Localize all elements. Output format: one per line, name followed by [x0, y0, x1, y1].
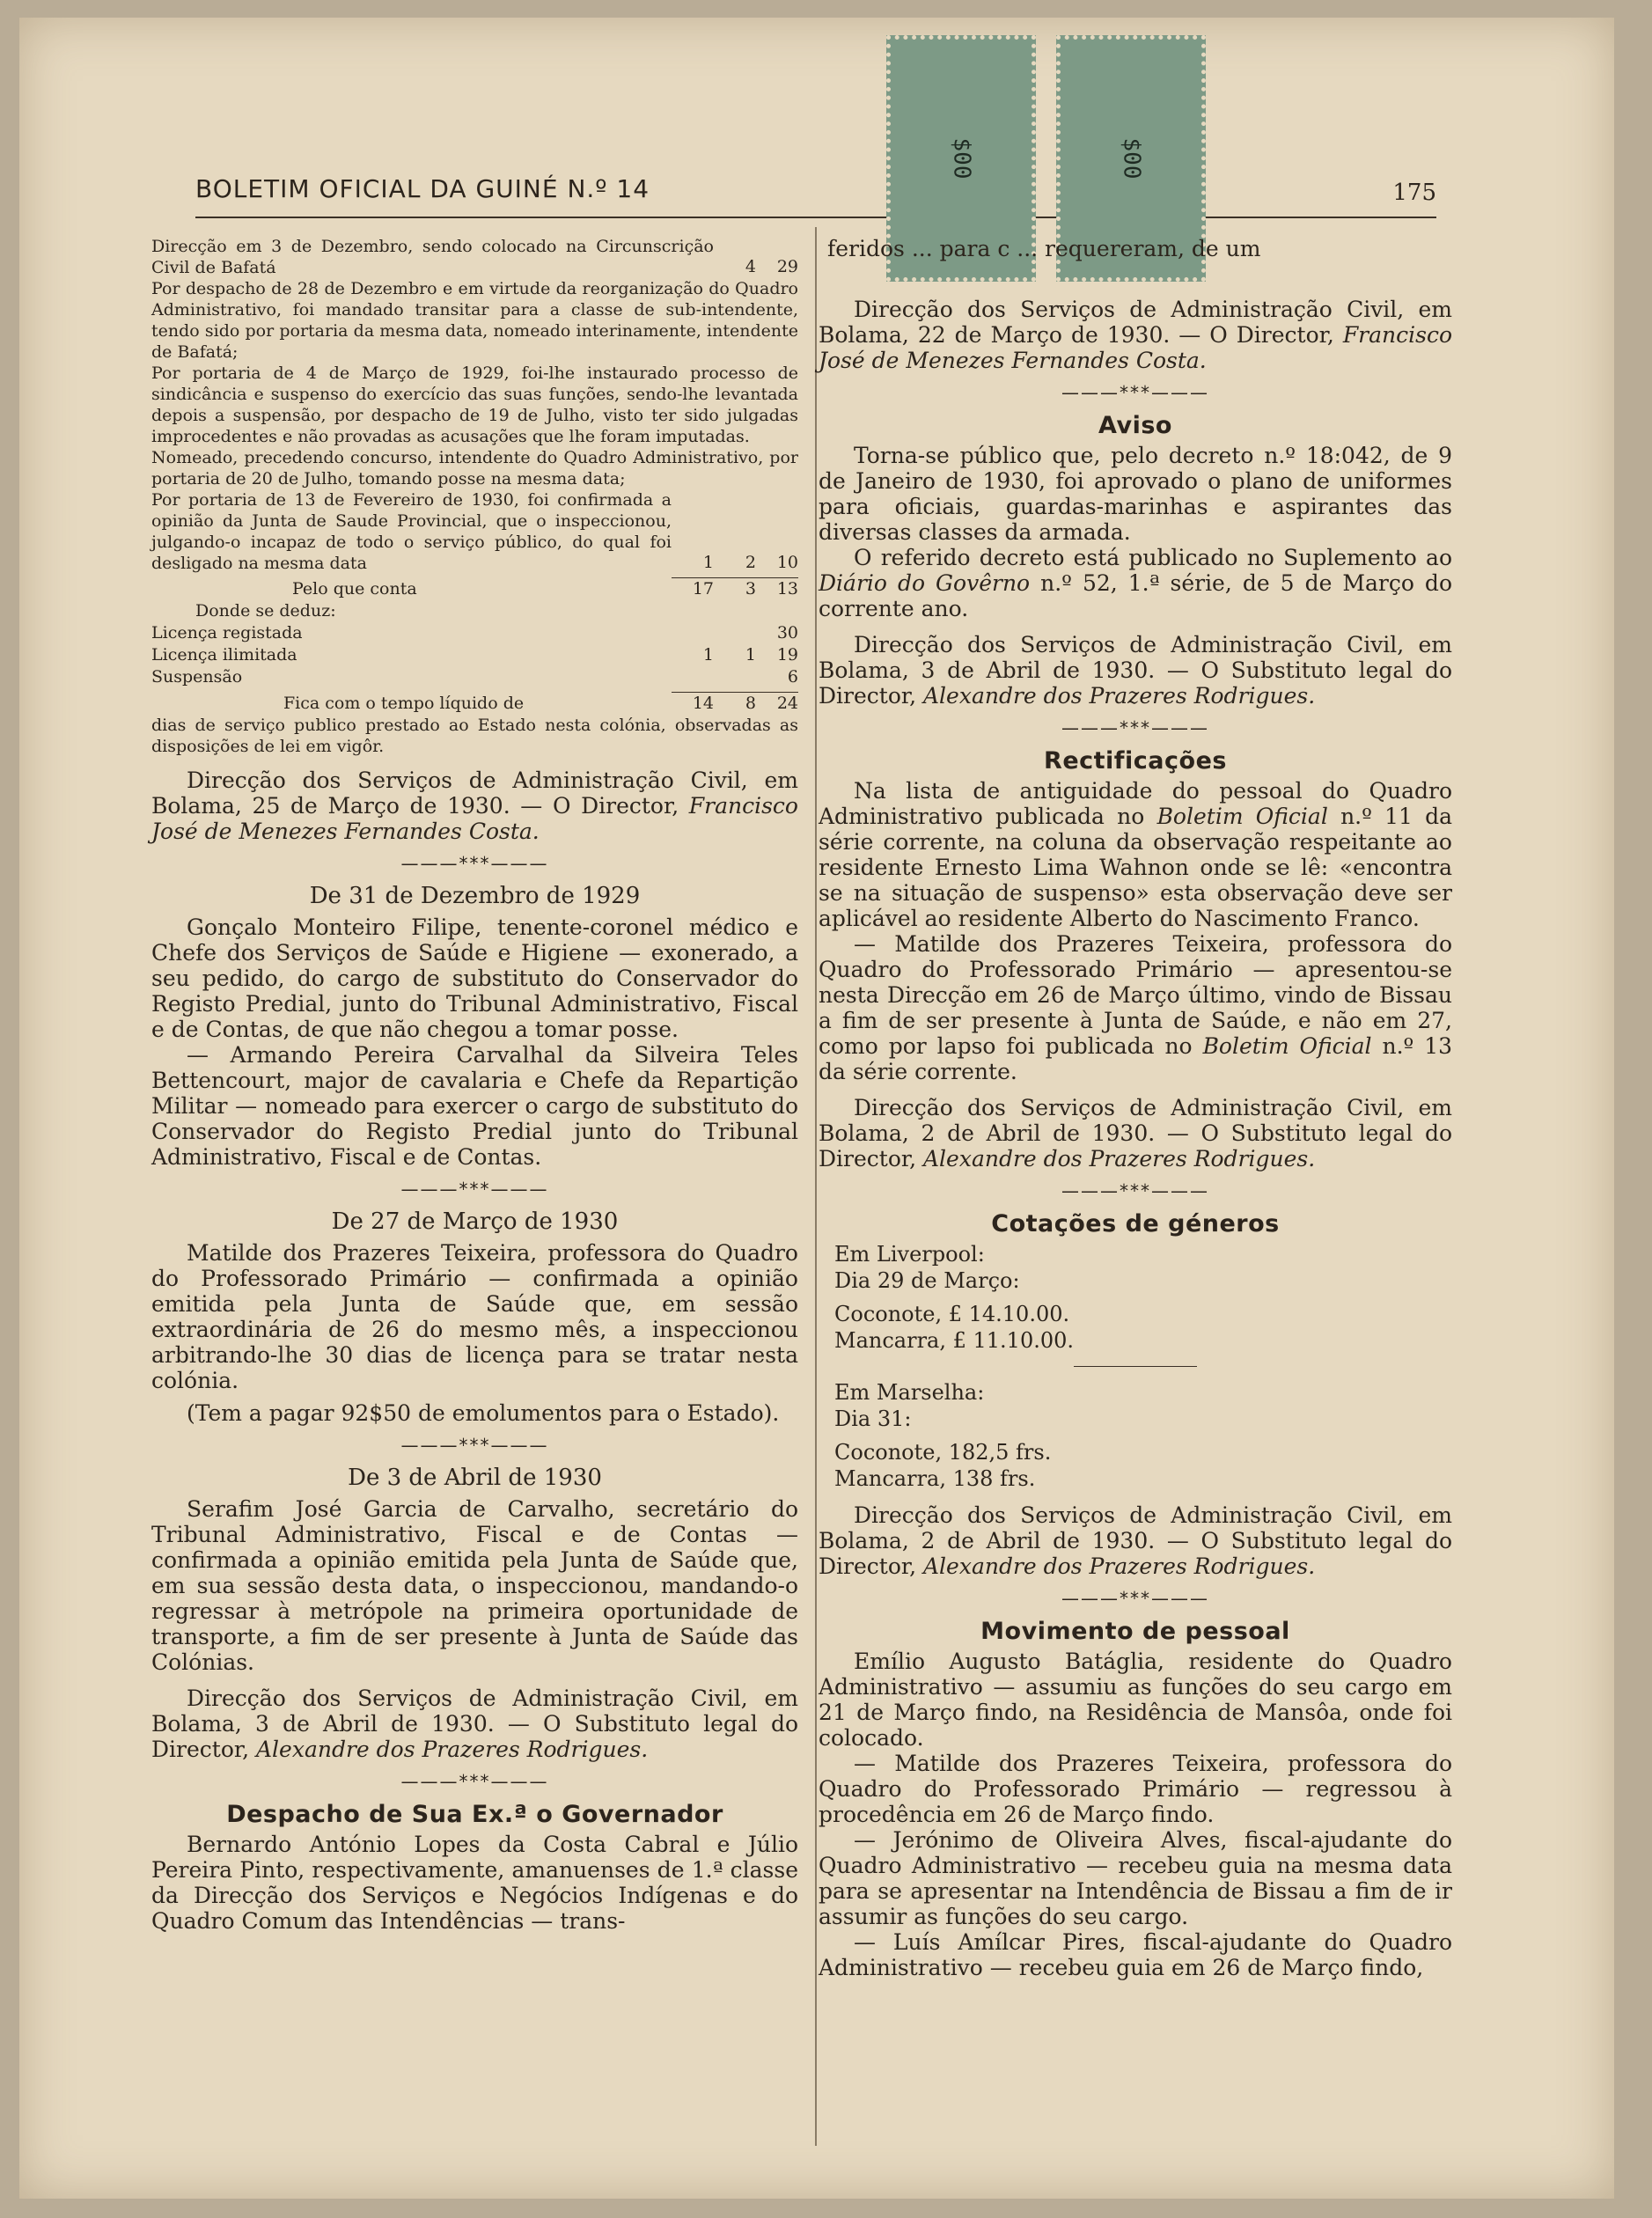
- signature-text: Direcção dos Serviços de Administração Civil, em Bolama, 2 de Abril de 1930. — O Substituto legal do Director,: [819, 1502, 1452, 1579]
- signature-block: [151, 767, 798, 844]
- deduction-label: Licença ilimitada: [151, 645, 297, 665]
- section-heading: Movimento de pessoal: [980, 1618, 1290, 1645]
- quote-date: Dia 29 de Março:: [834, 1268, 1020, 1293]
- section-separator: ———***———: [400, 1179, 549, 1200]
- signatory-name: Alexandre dos Prazeres Rodrigues.: [256, 1737, 649, 1762]
- price-quote: Coconote, £ 14.10.00.: [834, 1302, 1070, 1326]
- paragraph: [819, 931, 1452, 1084]
- net-row: [151, 692, 798, 715]
- record-text: Nomeado, precedendo concurso, intendente do Quadro Administrativo, por portaria de 20 de Julho, tomando posse na mesma data;: [151, 448, 798, 488]
- deduction-row: [151, 622, 798, 644]
- record-text: Direcção em 3 de Dezembro, sendo colocado na Circunscrição Civil de Bafatá: [151, 237, 714, 277]
- paragraph: [819, 545, 1452, 621]
- paragraph: Emílio Augusto Batáglia, residente do Quadro Administrativo — assumiu as funções do seu cargo em 21 de Março findo, na Residência de Mansôa, onde foi colocado.: [819, 1649, 1452, 1751]
- section-heading: Cotações de géneros: [991, 1210, 1280, 1238]
- section-date: De 31 de Dezembro de 1929: [309, 883, 641, 909]
- days: 10: [776, 553, 798, 572]
- section-separator: ———***———: [400, 1435, 549, 1456]
- deduction-label: Licença registada: [151, 623, 303, 643]
- years: 14: [672, 692, 714, 715]
- net-label: Fica com o tempo líquido de: [283, 694, 525, 713]
- paragraph: feridos ... para c ... requereram, de um: [827, 236, 1261, 261]
- paragraph-text: n.º 52, 1.ª série, de 5 de Março do corrente ano.: [819, 570, 1452, 621]
- price-quote: Mancarra, 138 frs.: [834, 1466, 1036, 1491]
- months: 2: [745, 553, 756, 572]
- total-label: Pelo que conta: [292, 579, 417, 599]
- section-separator: ———***———: [400, 1771, 549, 1792]
- left-column: [151, 236, 798, 1934]
- years: 1: [702, 553, 714, 572]
- record-text: Por despacho de 28 de Dezembro e em virtude da reorganização do Quadro Administrativo, foi mandado transitar para a classe de sub-intendente, tendo sido por portaria da mesma data, nomeado interinamente, intendente de Bafatá;: [151, 279, 798, 362]
- section-date: De 27 de Março de 1930: [331, 1208, 619, 1235]
- paragraph-text: O referido decreto está publicado no Suplemento ao: [854, 545, 1452, 570]
- signature-block: [819, 1095, 1452, 1171]
- section-date: De 3 de Abril de 1930: [348, 1465, 602, 1491]
- record-text: Por portaria de 13 de Fevereiro de 1930, foi confirmada a opinião da Junta de Saude Provincial, que o inspeccionou, julgando-o incapaz de todo o serviço público, do qual foi desligado na mesma data: [151, 490, 672, 573]
- months: 3: [714, 577, 756, 600]
- paragraph: Bernardo António Lopes da Costa Cabral e Júlio Pereira Pinto, respectivamente, amanuenses de 1.ª classe da Direcção dos Serviços e Negócios Indígenas e do Quadro Comum das Intendências — trans-: [151, 1832, 798, 1934]
- years: 1: [702, 645, 714, 665]
- signature-text: Direcção dos Serviços de Administração Civil, em Bolama, 25 de Março de 1930. — O Director,: [151, 767, 798, 819]
- deduction-row: [151, 666, 798, 688]
- quote-date: Dia 31:: [834, 1406, 912, 1431]
- signatory-name: Alexandre dos Prazeres Rodrigues.: [923, 683, 1316, 709]
- days: 24: [756, 692, 798, 715]
- section-separator: ———***———: [1061, 1180, 1209, 1201]
- section-separator: ———***———: [400, 853, 549, 874]
- signatory-name: Francisco José de Menezes Fernandes Costa.: [819, 322, 1452, 373]
- months: 8: [714, 692, 756, 715]
- signature-text: Direcção dos Serviços de Administração Civil, em Bolama, 22 de Março de 1930. — O Director,: [819, 297, 1452, 348]
- total-row: [151, 577, 798, 600]
- paragraph: Gonçalo Monteiro Filipe, tenente-coronel médico e Chefe dos Serviços de Saúde e Higiene — exonerado, a seu pedido, do cargo de substituto do Conservador do Registo Predial, junto do Tribunal Administrativo, Fiscal e de Contas, de que não chegou a tomar posse.: [151, 914, 798, 1042]
- page-number: 175: [1392, 180, 1436, 206]
- signature-block: [819, 1502, 1452, 1579]
- divider: [1074, 1366, 1197, 1367]
- signature-text: Direcção dos Serviços de Administração Civil, em Bolama, 3 de Abril de 1930. — O Substituto legal do Director,: [151, 1686, 798, 1762]
- paragraph: — Armando Pereira Carvalhal da Silveira Teles Bettencourt, major de cavalaria e Chefe da Repartição Militar — nomeado para exercer o cargo de substituto do Conservador do Registo Predial junto do Tribunal Administrativo, Fiscal e de Contas.: [151, 1042, 798, 1170]
- signatory-name: Alexandre dos Prazeres Rodrigues.: [923, 1553, 1316, 1579]
- paragraph: Matilde dos Prazeres Teixeira, professora do Quadro do Professorado Primário — confirmada a opinião emitida pela Junta de Saúde que, em sessão extraordinária de 26 do mesmo mês, a inspeccionou arbitrando-lhe 30 dias de licença para se tratar nesta colónia.: [151, 1240, 798, 1393]
- stamp-value: $00: [948, 137, 974, 180]
- signature-text: Direcção dos Serviços de Administração Civil, em Bolama, 2 de Abril de 1930. — O Substituto legal do Director,: [819, 1095, 1452, 1171]
- page-header: [195, 174, 1436, 218]
- section-heading: Rectificações: [1044, 747, 1227, 775]
- market-name: Em Marselha:: [834, 1380, 985, 1405]
- signatory-name: Alexandre dos Prazeres Rodrigues.: [923, 1146, 1316, 1171]
- publication-name: Boletim Oficial: [1202, 1033, 1372, 1059]
- publication-name: Boletim Oficial: [1156, 804, 1328, 829]
- deduction-label: Donde se deduz:: [195, 601, 336, 621]
- paragraph: — Luís Amílcar Pires, fiscal-ajudante do Quadro Administrativo — recebeu guia em 26 de Março findo,: [819, 1929, 1452, 1980]
- paragraph: Serafim José Garcia de Carvalho, secretário do Tribunal Administrativo, Fiscal e de Contas — confirmada a opinião emitida pela Junta de Saúde que, em sua sessão desta data, o inspeccionou, mandando-o regressar à metrópole na primeira oportunidade de transporte, a fim de ser presente à Junta de Saúde das Colónias.: [151, 1496, 798, 1675]
- paragraph: — Matilde dos Prazeres Teixeira, professora do Quadro do Professorado Primário — regressou à procedência em 26 de Março findo.: [819, 1751, 1452, 1827]
- section-heading: Aviso: [1098, 412, 1172, 439]
- signature-text: Direcção dos Serviços de Administração Civil, em Bolama, 3 de Abril de 1930. — O Substituto legal do Director,: [819, 632, 1452, 709]
- section-separator: ———***———: [1061, 1588, 1209, 1609]
- signature-block: [151, 1686, 798, 1762]
- right-column: [819, 236, 1452, 1980]
- days: 6: [787, 667, 798, 687]
- section-heading: Despacho de Sua Ex.ª o Governador: [226, 1801, 723, 1828]
- paragraph: (Tem a pagar 92$50 de emolumentos para o Estado).: [187, 1400, 780, 1426]
- service-row: [151, 489, 798, 574]
- months: 1: [745, 645, 756, 665]
- signature-block: [819, 632, 1452, 709]
- paragraph-text: Na lista de antiguidade do pessoal do Quadro Administrativo publicada no: [819, 778, 1452, 829]
- paragraph-text: n.º 13 da série corrente.: [819, 1033, 1453, 1084]
- deduction-label: Suspensão: [151, 667, 243, 687]
- publication-name: Diário do Govêrno: [819, 570, 1031, 596]
- days: 13: [756, 577, 798, 600]
- days: 19: [776, 645, 798, 665]
- signature-block: [819, 297, 1452, 373]
- publication-title: BOLETIM OFICIAL DA GUINÉ N.º 14: [195, 174, 650, 203]
- paragraph: [819, 778, 1452, 931]
- record-text: Por portaria de 4 de Março de 1929, foi-lhe instaurado processo de sindicância e suspenso do exercício das suas funções, sendo-lhe levantada depois a suspensão, por despacho de 19 de Julho, visto ter sido julgadas improcedentes e não provadas as acusações que lhe foram imputadas.: [151, 364, 798, 446]
- section-separator: ———***———: [1061, 382, 1209, 403]
- paragraph: Torna-se público que, pelo decreto n.º 18:042, de 9 de Janeiro de 1930, foi aprovado o plano de uniformes para oficiais, guardas-marinhas e aspirantes das diversas classes da armada.: [819, 443, 1452, 545]
- paragraph: — Jerónimo de Oliveira Alves, fiscal-ajudante do Quadro Administrativo — recebeu guia na mesma data para se apresentar na Intendência de Bissau a fim de ir assumir as funções do seu cargo.: [819, 1827, 1452, 1929]
- years: 4: [745, 257, 756, 276]
- deduction-heading: [151, 600, 798, 622]
- price-quote: Coconote, 182,5 frs.: [834, 1440, 1052, 1465]
- years: 17: [672, 577, 714, 600]
- paragraph-text: — Matilde dos Prazeres Teixeira, professora do Quadro do Professorado Primário — apresentou-se nesta Direcção em 26 de Março último, vindo de Bissau a fim de ser presente à Junta de Saúde, e não em 27, como por lapso foi publicada no: [819, 931, 1452, 1059]
- price-quote: Mancarra, £ 11.10.00.: [834, 1328, 1075, 1353]
- market-name: Em Liverpool:: [834, 1242, 985, 1267]
- days: 29: [776, 257, 798, 276]
- column-divider: [815, 227, 817, 2146]
- deduction-row: [151, 644, 798, 666]
- document-page: [19, 18, 1614, 2199]
- service-row: [151, 236, 798, 278]
- paragraph-text: n.º 11 da série corrente, na coluna da observação respeitante ao residente Ernesto Lima Wahnon onde se lê: «encontra se na situação de suspenso» esta observação deve ser aplicável ao residente Alberto do Nascimento Franco.: [819, 804, 1453, 931]
- days: 30: [776, 623, 798, 643]
- record-text: dias de serviço publico prestado ao Estado nesta colónia, observadas as disposições de lei em vigôr.: [151, 716, 798, 756]
- signatory-name: Francisco José de Menezes Fernandes Costa.: [151, 793, 798, 844]
- stamp-value: $00: [1118, 137, 1144, 180]
- section-separator: ———***———: [1061, 717, 1209, 738]
